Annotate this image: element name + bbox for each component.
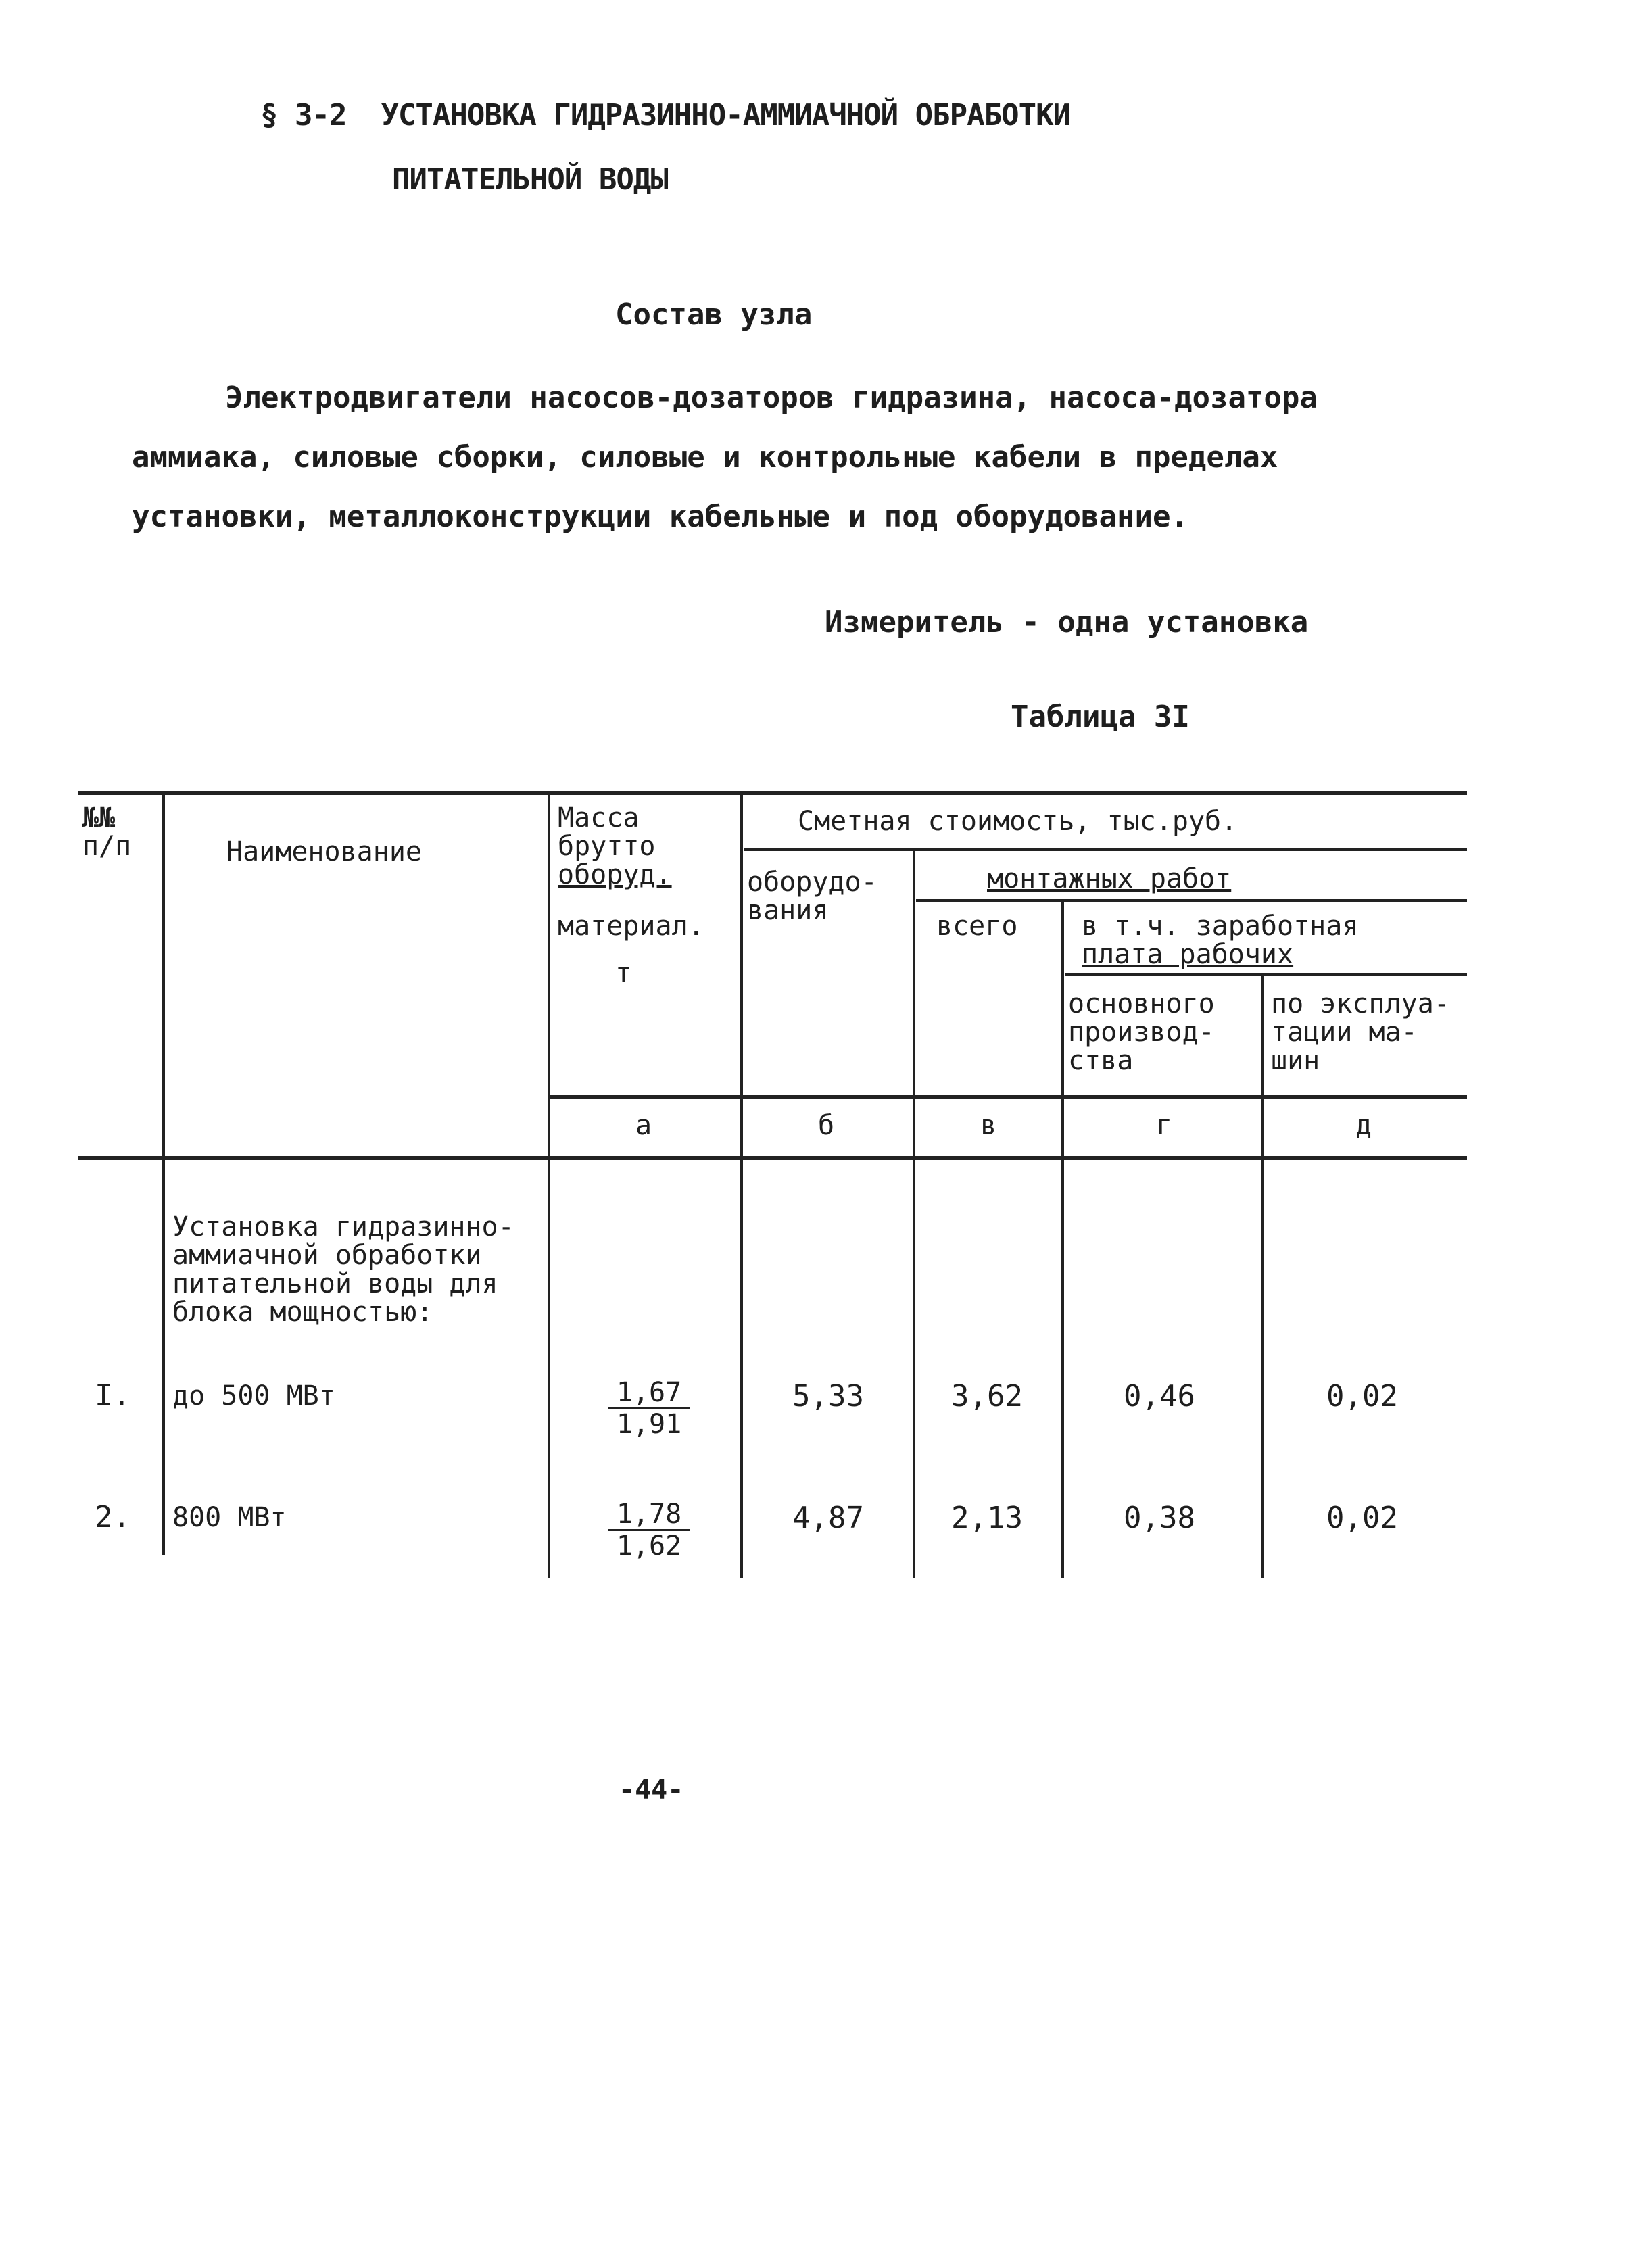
table-number: Таблица 3I: [1011, 700, 1190, 734]
section-title: УСТАНОВКА ГИДРАЗИННО-АММИАЧНОЙ ОБРАБОТКИ: [381, 98, 1071, 132]
col-mass-line3: оборуд.: [558, 859, 672, 890]
col-cost-header: Сметная стоимость, тыс.руб.: [798, 806, 1238, 837]
col-mass-line4: материал.: [558, 911, 704, 942]
vline-mass: [740, 791, 743, 1578]
vline-main: [1261, 973, 1264, 1578]
row2-mass-material: 1,62: [616, 1530, 682, 1562]
row1-mass-material: 1,91: [616, 1409, 682, 1440]
composition-heading: Состав узла: [615, 297, 813, 332]
row2-mass: [608, 1501, 690, 1560]
col-machines-line2: тации ма-: [1271, 1017, 1418, 1048]
cost-header-line: [744, 848, 1467, 851]
table-top-line: [78, 791, 1467, 795]
row1-total: 3,62: [951, 1379, 1023, 1414]
col-wages-line1: в т.ч. заработная: [1082, 911, 1359, 942]
vline-equipment: [913, 848, 915, 1578]
col-installation: монтажных работ: [987, 863, 1232, 894]
group-label-line4: блока мощностью:: [172, 1297, 433, 1328]
row2-name: 800 МВт: [172, 1502, 287, 1533]
letter-a: а: [635, 1110, 652, 1141]
group-label-line2: аммиачной обработки: [172, 1240, 482, 1271]
group-label-line1: Установка гидразинно-: [172, 1211, 514, 1242]
row1-main: 0,46: [1124, 1379, 1195, 1414]
col-equipment-line1: оборудо-: [747, 867, 877, 898]
composition-text: [132, 368, 1382, 547]
row2-equipment: 4,87: [792, 1501, 864, 1535]
header-bottom-line: [78, 1156, 1467, 1160]
composition-body: Электродвигатели насосов-дозаторов гидразина, насоса-дозатора аммиака, силовые сборки, силовые и контрольные кабели в пределах установки, металлоконструкции кабельные и под оборудование.: [132, 381, 1318, 534]
vline-name: [548, 791, 550, 1578]
row1-equipment: 5,33: [792, 1379, 864, 1414]
row2-total: 2,13: [951, 1501, 1023, 1535]
col-mass-line1: Масса: [558, 802, 640, 834]
row2-mass-equipment: 1,78: [608, 1501, 690, 1531]
col-equipment-line2: вания: [747, 895, 829, 926]
measure-unit: Измеритель - одна установка: [825, 605, 1309, 640]
letter-g: г: [1156, 1110, 1173, 1141]
vline-no: [162, 791, 165, 1555]
col-main-line1: основного: [1068, 988, 1215, 1019]
col-wages-line2: плата рабочих: [1082, 939, 1294, 970]
letter-b: б: [818, 1110, 835, 1141]
col-no-line1: №№: [82, 802, 116, 834]
row2-machines: 0,02: [1326, 1501, 1398, 1535]
col-main-line3: ства: [1068, 1045, 1134, 1076]
letters-top-line: [548, 1095, 1467, 1099]
letter-v: в: [980, 1110, 997, 1141]
row1-name: до 500 МВт: [172, 1380, 335, 1412]
col-main-line2: производ-: [1068, 1017, 1215, 1048]
wages-line: [1065, 973, 1467, 976]
section-number: § 3-2: [260, 98, 347, 132]
section-title-line2: ПИТАТЕЛЬНОЙ ВОДЫ: [392, 162, 668, 197]
row2-main: 0,38: [1124, 1501, 1195, 1535]
page-number: -44-: [619, 1775, 684, 1806]
row1-no: I.: [95, 1378, 130, 1413]
letter-d: д: [1355, 1110, 1372, 1141]
row1-mass-equipment: 1,67: [608, 1379, 690, 1409]
section-title-line1: [260, 98, 1070, 132]
row1-mass: [608, 1379, 690, 1438]
col-mass-unit: т: [615, 958, 632, 989]
col-total: всего: [936, 911, 1018, 942]
col-machines-line1: по эксплуа-: [1271, 988, 1450, 1019]
row1-machines: 0,02: [1326, 1379, 1398, 1414]
col-no-line2: п/п: [82, 831, 132, 862]
vline-total: [1061, 899, 1064, 1578]
row2-no: 2.: [95, 1500, 130, 1535]
col-mass-line2: брутто: [558, 831, 656, 862]
col-machines-line3: шин: [1271, 1045, 1320, 1076]
group-label-line3: питательной воды для: [172, 1268, 498, 1299]
col-name: Наименование: [226, 836, 422, 867]
installation-line: [916, 899, 1467, 902]
